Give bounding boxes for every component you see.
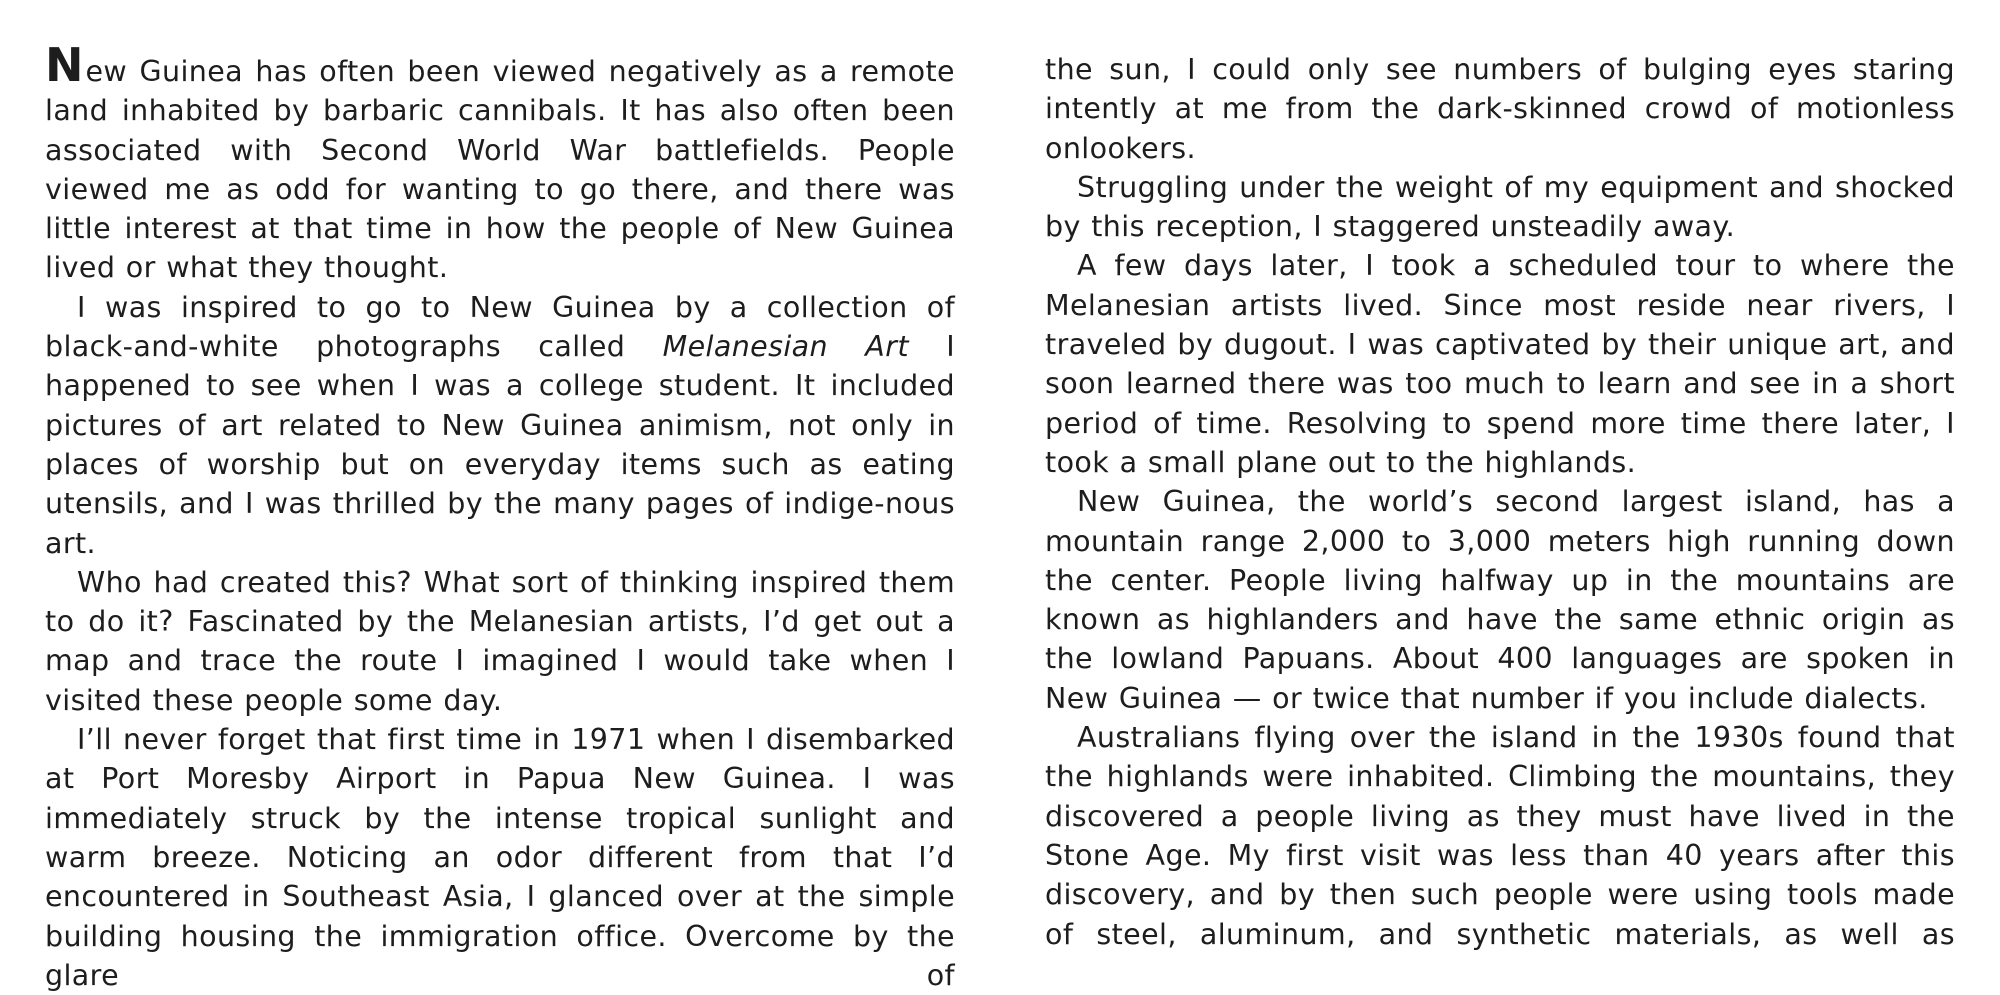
paragraph-2 <box>45 288 955 563</box>
paragraph-6: Struggling under the weight of my equipment and shocked by this reception, I staggered unsteadily away. <box>1045 170 1955 244</box>
drop-cap: N <box>45 38 84 92</box>
left-text-column <box>45 38 956 995</box>
book-title: Melanesian Art <box>662 330 909 364</box>
paragraph-4: I’ll never forget that first time in 1971 when I disembarked at Port Moresby Airport in Papua New Guinea. I was immediately struck by the intense tropical sunlight and warm breeze. Noticing an odor different from that I’d encountered in Southeast Asia, I glanced over at the simple building housing the immigration office. Overcome by the glare of <box>45 723 955 992</box>
paragraph-7: A few days later, I took a scheduled tour to where the Melanesian artists lived. Since most reside near rivers, I traveled by dugout. I was captivated by their unique art, and soon learned there was too much to learn and see in a short period of time. Resolving to spend more time there later, I took a small plane out to the highlands. <box>1045 249 1955 479</box>
right-text-column <box>1045 50 1955 954</box>
paragraph-5: the sun, I could only see numbers of bulging eyes staring intently at me from the dark-skinned crowd of motionless onlookers. <box>1045 53 1955 165</box>
paragraph-9: Australians flying over the island in the 1930s found that the highlands were inhabited. Climbing the mountains, they discovered a people living as they must have lived in the Stone Age. My first visit was less than 40 years after this discovery, and by then such people were using tools made of steel, aluminum, and synthetic materials, as well as <box>1045 721 1955 951</box>
paragraph-8: New Guinea, the world’s second largest island, has a mountain range 2,000 to 3,000 meters high running down the center. People living halfway up in the mountains are known as highlanders and have the same ethnic origin as the lowland Papuans. About 400 languages are spoken in New Guinea — or twice that number if you include dialects. <box>1045 485 1955 715</box>
paragraph-2-text-after: I happened to see when I was a college student. It included pictures of art related to New Guinea animism, not only in places of worship but on everyday items such as eating utensils, and I was thrilled by the many pages of indige-nous art. <box>45 330 956 560</box>
paragraph-2-text-before: I was inspired to go to New Guinea by a collection of black-and-white photographs called <box>45 290 955 364</box>
paragraph-1-text: ew Guinea has often been viewed negatively as a remote land inhabited by barbaric cannibals. It has also often been associated with Second World War battlefields. People viewed me as odd for wanting to go there, and there was little interest at that time in how the people of New Guinea lived or what they thought. <box>45 55 955 285</box>
paragraph-1 <box>45 38 955 288</box>
paragraph-3: Who had created this? What sort of thinking inspired them to do it? Fascinated by the Melanesian artists, I’d get out a map and trace the route I imagined I would take when I visited these people some day. <box>45 565 955 717</box>
